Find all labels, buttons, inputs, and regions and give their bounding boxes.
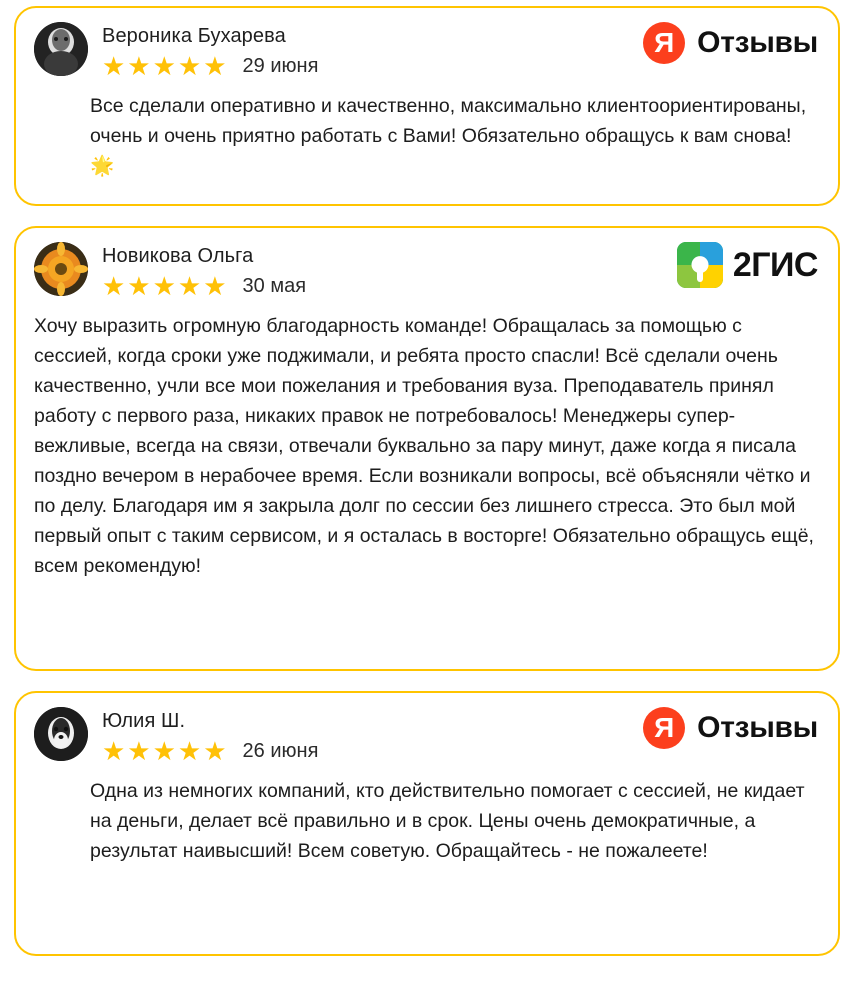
source-label: Отзывы: [697, 711, 818, 744]
review-date: 29 июня: [242, 55, 319, 77]
gis-logo: [677, 242, 818, 288]
avatar: [34, 707, 88, 761]
rating-stars: ★★★★★: [102, 51, 229, 81]
yandex-icon: Я: [643, 707, 685, 749]
review-date: 26 июня: [242, 740, 319, 762]
2gis-icon: [677, 242, 723, 288]
rating-stars: ★★★★★: [102, 271, 229, 301]
avatar: [34, 242, 88, 296]
source-badge-2gis: [677, 242, 818, 288]
yandex-icon: Я: [643, 22, 685, 64]
review-author: Юлия Ш.: [102, 710, 186, 732]
review-date: 30 мая: [242, 275, 307, 297]
review-card: [14, 6, 840, 206]
review-text: Одна из немногих компаний, кто действительно помогает с сессией, не кидает на деньги, делает всё правильно и в срок. Цены очень демократичные, а результат наивысший! Всем советую. Обращайтесь - не пожалеете!: [90, 780, 805, 862]
review-author: Новикова Ольга: [102, 245, 254, 267]
review-text: Все сделали оперативно и качественно, максимально клиентоориентированы, очень и очень приятно работать с Вами! Обязательно обращусь к вам снова! 🌟: [90, 95, 807, 177]
source-label: 2ГИС: [732, 245, 818, 284]
review-card: [14, 691, 840, 956]
rating-stars: ★★★★★: [102, 736, 229, 766]
review-text: Хочу выразить огромную благодарность команде! Обращалась за помощью с сессией, когда сроки уже поджимали, и ребята просто спасли! Всё сделали очень качественно, учли все мои пожелания и требования вуза. Преподаватель принял работу с первого раза, никаких правок не потребовалось! Менеджеры супер-вежливые, всегда на связи, отвечали буквально за пару минут, даже когда я писала поздно вечером в нерабочее время. Если возникали вопросы, всё объясняли чётко и по делу. Благодаря им я закрыла долг по сессии без лишнего стресса. Это был мой первый опыт с таким сервисом, и я осталась в восторге! Обязательно обращусь ещё, всем рекомендую!: [34, 315, 814, 577]
source-badge-yandex: [643, 707, 818, 749]
avatar: [34, 22, 88, 76]
source-label: Отзывы: [697, 26, 818, 59]
review-card: [14, 226, 840, 671]
review-author: Вероника Бухарева: [102, 25, 286, 47]
source-badge-yandex: [643, 22, 818, 64]
